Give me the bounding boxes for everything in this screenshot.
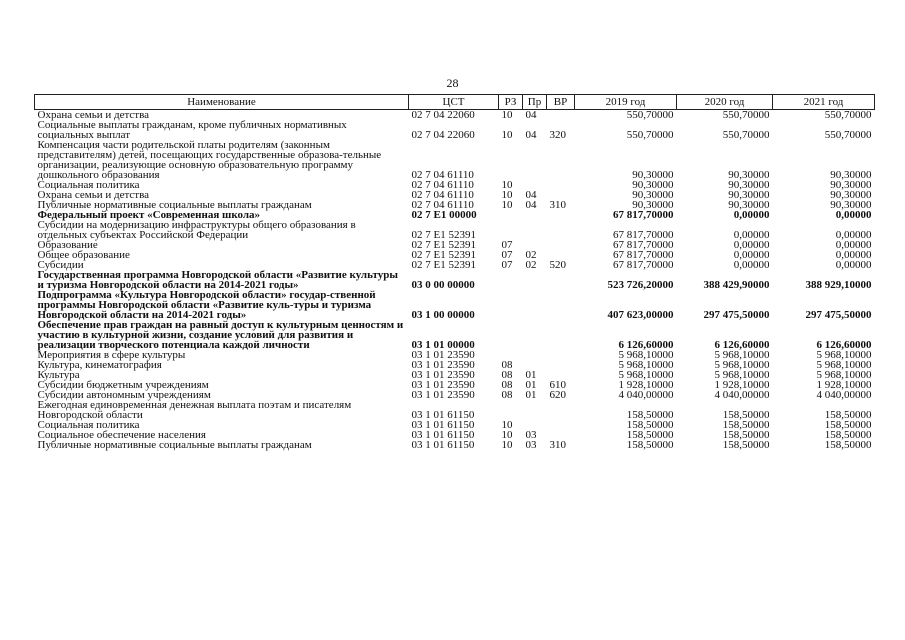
row-value-2020: 297 475,50000 xyxy=(703,309,770,321)
header-2021: 2021 год xyxy=(773,95,875,110)
row-value-2019: 158,50000 xyxy=(626,419,674,431)
row-value-2021: 388 929,10000 xyxy=(805,279,872,291)
header-2020: 2020 год xyxy=(677,95,773,110)
header-pr: Пр xyxy=(523,95,547,110)
row-name: Культура, кинематография xyxy=(37,359,162,371)
row-value-2021: 158,50000 xyxy=(824,429,872,441)
budget-table xyxy=(34,94,875,450)
table-row xyxy=(35,270,875,290)
row-vr xyxy=(547,350,575,360)
row-cst: 03 1 01 23590 xyxy=(411,349,475,361)
table-row xyxy=(35,290,875,320)
row-value-2019: 158,50000 xyxy=(626,429,674,441)
row-name: Государственная программа Новгородской области «Развитие культуры и туризма Новгородской области на 2014-2021 годы» xyxy=(37,269,398,291)
row-value-2019: 4 040,00000 xyxy=(618,389,674,401)
row-value-2019: 90,30000 xyxy=(632,169,674,181)
row-vr: 620 xyxy=(549,389,566,401)
row-vr: 310 xyxy=(549,439,566,451)
row-value-2019: 90,30000 xyxy=(632,189,674,201)
table-header xyxy=(35,95,875,110)
row-rz: 10 xyxy=(501,199,513,211)
row-vr xyxy=(547,240,575,250)
row-value-2021: 297 475,50000 xyxy=(805,309,872,321)
row-rz: 08 xyxy=(501,389,513,401)
row-pr: 03 xyxy=(525,439,537,451)
row-pr: 02 xyxy=(525,249,537,261)
row-value-2020: 5 968,10000 xyxy=(714,369,770,381)
row-name: Публичные нормативные социальные выплаты гражданам xyxy=(37,439,312,451)
row-cst: 03 1 01 23590 xyxy=(411,389,475,401)
row-vr xyxy=(547,360,575,370)
table-row xyxy=(35,140,875,180)
row-value-2019: 158,50000 xyxy=(626,409,674,421)
row-value-2020: 90,30000 xyxy=(728,179,770,191)
row-name: Обеспечение прав граждан на равный доступ к культурным ценностям и участию в культурной жизни, создание условий для развития и реализации творческого потенциала каждой личности xyxy=(37,319,404,351)
row-value-2021: 4 040,00000 xyxy=(816,389,872,401)
row-value-2019: 550,70000 xyxy=(626,129,674,141)
header-rz: РЗ xyxy=(499,95,523,110)
row-value-2019: 407 623,00000 xyxy=(607,309,674,321)
row-rz: 10 xyxy=(501,129,513,141)
row-pr xyxy=(523,350,547,360)
row-cst: 02 7 04 22060 xyxy=(411,109,475,121)
row-rz: 10 xyxy=(501,179,513,191)
row-cst: 02 7 04 61110 xyxy=(411,199,474,211)
row-value-2021: 90,30000 xyxy=(830,169,872,181)
row-value-2020: 388 429,90000 xyxy=(703,279,770,291)
row-value-2021: 90,30000 xyxy=(830,199,872,211)
row-vr xyxy=(547,270,575,290)
row-value-2020: 4 040,00000 xyxy=(714,389,770,401)
row-rz xyxy=(499,290,523,320)
row-rz: 10 xyxy=(501,429,513,441)
row-name: Мероприятия в сфере культуры xyxy=(37,349,186,361)
row-cst: 03 1 01 61150 xyxy=(411,439,475,451)
row-value-2021: 0,00000 xyxy=(835,209,872,221)
row-pr: 01 xyxy=(525,389,537,401)
row-value-2020: 6 126,60000 xyxy=(714,339,770,351)
row-vr xyxy=(547,220,575,240)
row-value-2021: 0,00000 xyxy=(835,259,872,271)
row-rz: 08 xyxy=(501,369,513,381)
row-rz xyxy=(499,320,523,350)
row-value-2021: 90,30000 xyxy=(830,189,872,201)
row-pr xyxy=(523,400,547,420)
row-cst: 03 1 01 61150 xyxy=(411,419,475,431)
row-rz: 10 xyxy=(501,419,513,431)
row-cst: 02 7 E1 52391 xyxy=(411,239,476,251)
row-value-2021: 158,50000 xyxy=(824,419,872,431)
row-value-2019: 67 817,70000 xyxy=(613,239,674,251)
row-value-2021: 0,00000 xyxy=(835,249,872,261)
row-vr xyxy=(547,320,575,350)
row-name: Социальная политика xyxy=(37,419,140,431)
row-value-2019: 67 817,70000 xyxy=(613,259,674,271)
row-name: Публичные нормативные социальные выплаты гражданам xyxy=(37,199,312,211)
row-value-2020: 158,50000 xyxy=(722,419,770,431)
row-rz: 07 xyxy=(501,259,513,271)
row-name: Охрана семьи и детства xyxy=(37,109,150,121)
row-cst: 03 1 01 61150 xyxy=(411,429,475,441)
row-value-2020: 1 928,10000 xyxy=(714,379,770,391)
row-name: Компенсация части родительской платы родителям (законным представителям) детей, посещающих государственные образова-тельные организации, реализующие основную образовательную программу дошкольного образования xyxy=(37,139,382,181)
row-cst: 02 7 E1 52391 xyxy=(411,229,476,241)
row-pr: 04 xyxy=(525,129,537,141)
row-value-2020: 158,50000 xyxy=(722,439,770,451)
row-rz: 10 xyxy=(501,109,513,121)
row-pr: 04 xyxy=(525,109,537,121)
row-rz: 10 xyxy=(501,439,513,451)
row-vr: 310 xyxy=(549,199,566,211)
row-value-2020: 90,30000 xyxy=(728,189,770,201)
row-value-2021: 0,00000 xyxy=(835,229,872,241)
table-body xyxy=(35,110,875,451)
row-cst: 03 0 00 00000 xyxy=(411,279,475,291)
table-row xyxy=(35,400,875,420)
row-value-2020: 90,30000 xyxy=(728,169,770,181)
row-name: Субсидии бюджетным учреждениям xyxy=(37,379,209,391)
row-vr xyxy=(547,400,575,420)
row-vr xyxy=(547,110,575,121)
row-value-2020: 158,50000 xyxy=(722,409,770,421)
header-name: Наименование xyxy=(35,95,409,110)
header-cst: ЦСТ xyxy=(409,95,499,110)
row-value-2019: 90,30000 xyxy=(632,179,674,191)
row-pr: 03 xyxy=(525,429,537,441)
row-cst: 02 7 04 22060 xyxy=(411,129,475,141)
row-value-2020: 550,70000 xyxy=(722,109,770,121)
row-value-2019: 550,70000 xyxy=(626,109,674,121)
row-cst: 03 1 01 61150 xyxy=(411,409,475,421)
row-name: Образование xyxy=(37,239,98,251)
row-value-2021: 0,00000 xyxy=(835,239,872,251)
row-name: Социальные выплаты гражданам, кроме публичных нормативных социальных выплат xyxy=(37,119,347,141)
row-value-2021: 5 968,10000 xyxy=(816,369,872,381)
row-pr xyxy=(523,320,547,350)
row-cst: 03 1 00 00000 xyxy=(411,309,475,321)
row-value-2020: 90,30000 xyxy=(728,199,770,211)
row-cst: 02 7 E1 52391 xyxy=(411,249,476,261)
row-pr xyxy=(523,220,547,240)
page-number: 28 xyxy=(446,76,459,90)
row-name: Охрана семьи и детства xyxy=(37,189,150,201)
table-row xyxy=(35,440,875,450)
row-pr: 01 xyxy=(525,369,537,381)
row-pr xyxy=(523,290,547,320)
row-value-2021: 550,70000 xyxy=(824,129,872,141)
row-value-2020: 0,00000 xyxy=(733,259,770,271)
row-pr: 04 xyxy=(525,189,537,201)
row-cst: 02 7 E1 52391 xyxy=(411,259,476,271)
row-rz xyxy=(499,140,523,180)
row-value-2021: 158,50000 xyxy=(824,409,872,421)
row-cst: 03 1 01 23590 xyxy=(411,359,475,371)
row-value-2020: 0,00000 xyxy=(733,249,770,261)
row-vr xyxy=(547,180,575,190)
row-vr: 520 xyxy=(549,259,566,271)
header-row xyxy=(35,95,875,110)
row-value-2019: 67 817,70000 xyxy=(613,249,674,261)
row-rz xyxy=(499,220,523,240)
row-rz: 10 xyxy=(501,189,513,201)
row-cst: 03 1 01 23590 xyxy=(411,369,475,381)
row-name: Субсидии автономным учреждениям xyxy=(37,389,211,401)
row-value-2020: 0,00000 xyxy=(733,229,770,241)
row-pr: 02 xyxy=(525,259,537,271)
row-rz: 07 xyxy=(501,239,513,251)
table-row xyxy=(35,320,875,350)
row-value-2019: 5 968,10000 xyxy=(618,349,674,361)
row-value-2021: 6 126,60000 xyxy=(816,339,872,351)
row-rz: 08 xyxy=(501,379,513,391)
row-value-2020: 5 968,10000 xyxy=(714,349,770,361)
row-value-2021: 1 928,10000 xyxy=(816,379,872,391)
row-value-2021: 5 968,10000 xyxy=(816,349,872,361)
header-2019: 2019 год xyxy=(575,95,677,110)
row-value-2021: 550,70000 xyxy=(824,109,872,121)
table-row xyxy=(35,120,875,140)
row-name: Общее образование xyxy=(37,249,130,261)
row-cst: 03 1 01 00000 xyxy=(411,339,475,351)
row-value-2020: 158,50000 xyxy=(722,429,770,441)
row-cst: 03 1 01 23590 xyxy=(411,379,475,391)
row-value-2021: 158,50000 xyxy=(824,439,872,451)
row-value-2020: 0,00000 xyxy=(733,209,770,221)
row-rz xyxy=(499,210,523,220)
row-pr xyxy=(523,140,547,180)
row-pr: 04 xyxy=(525,199,537,211)
row-cst: 02 7 E1 00000 xyxy=(411,209,477,221)
row-pr xyxy=(523,210,547,220)
row-vr: 610 xyxy=(549,379,566,391)
header-vr: ВР xyxy=(547,95,575,110)
row-value-2020: 550,70000 xyxy=(722,129,770,141)
row-value-2019: 67 817,70000 xyxy=(613,209,674,221)
row-name: Социальное обеспечение населения xyxy=(37,429,206,441)
row-value-2019: 5 968,10000 xyxy=(618,359,674,371)
row-pr: 01 xyxy=(525,379,537,391)
row-name: Ежегодная единовременная денежная выплата поэтам и писателям Новгородской области xyxy=(37,399,352,421)
row-rz: 08 xyxy=(501,359,513,371)
row-value-2019: 67 817,70000 xyxy=(613,229,674,241)
row-vr xyxy=(547,210,575,220)
row-name: Подпрограмма «Культура Новгородской области» государ-ственной программы Новгородской области «Развитие куль-туры и туризма Новгородской области на 2014-2021 годы» xyxy=(37,289,376,321)
row-name: Культура xyxy=(37,369,80,381)
row-vr xyxy=(547,290,575,320)
row-rz xyxy=(499,400,523,420)
row-pr xyxy=(523,270,547,290)
row-cst: 02 7 04 61110 xyxy=(411,169,474,181)
row-value-2019: 523 726,20000 xyxy=(607,279,674,291)
row-name: Федеральный проект «Современная школа» xyxy=(37,209,261,221)
row-value-2019: 1 928,10000 xyxy=(618,379,674,391)
row-cst: 02 7 04 61110 xyxy=(411,179,474,191)
row-name: Субсидии xyxy=(37,259,84,271)
row-value-2021: 5 968,10000 xyxy=(816,359,872,371)
row-value-2019: 90,30000 xyxy=(632,199,674,211)
row-value-2019: 5 968,10000 xyxy=(618,369,674,381)
row-value-2019: 158,50000 xyxy=(626,439,674,451)
row-rz: 07 xyxy=(501,249,513,261)
row-value-2020: 5 968,10000 xyxy=(714,359,770,371)
row-cst: 02 7 04 61110 xyxy=(411,189,474,201)
row-vr xyxy=(547,140,575,180)
row-name: Социальная политика xyxy=(37,179,140,191)
row-vr xyxy=(547,420,575,430)
row-rz xyxy=(499,270,523,290)
row-value-2019: 6 126,60000 xyxy=(618,339,674,351)
row-value-2021: 90,30000 xyxy=(830,179,872,191)
table-row xyxy=(35,220,875,240)
row-vr: 320 xyxy=(549,129,566,141)
row-name: Субсидии на модернизацию инфраструктуры общего образования в отдельных субъектах Российской Федерации xyxy=(37,219,356,241)
row-value-2020: 0,00000 xyxy=(733,239,770,251)
